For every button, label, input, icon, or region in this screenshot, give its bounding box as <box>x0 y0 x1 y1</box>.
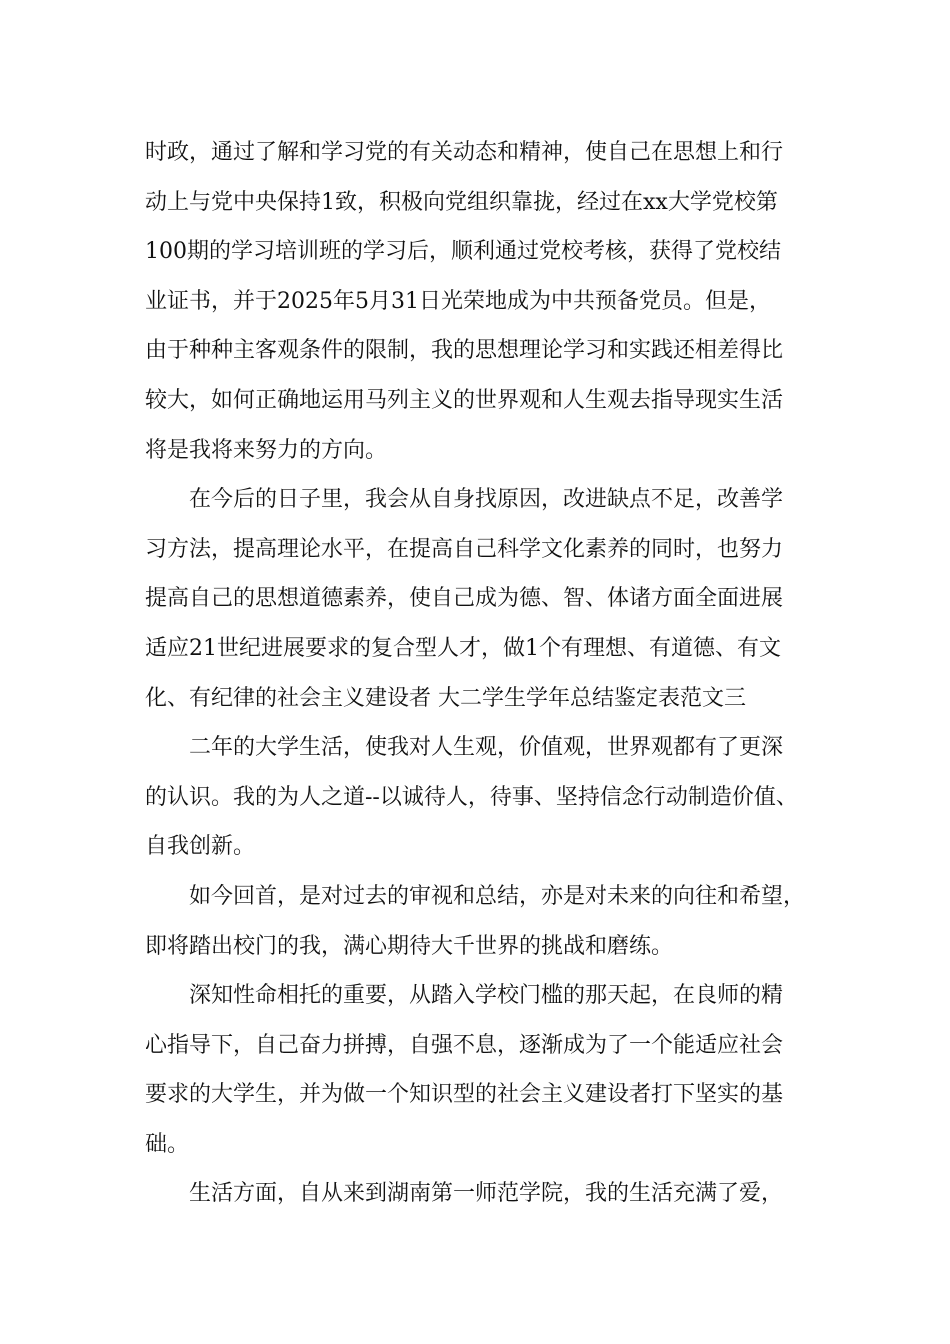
paragraph-first-line: 二年的大学生活，使我对人生观，价值观，世界观都有了更深 <box>189 735 784 761</box>
text-line: 要求的大学生，并为做一个知识型的社会主义建设者打下坚实的基 <box>145 1082 784 1108</box>
text-line: 习方法，提高理论水平，在提高自己科学文化素养的同时，也努力 <box>145 536 784 562</box>
text-line: 即将踏出校门的我，满心期待大千世界的挑战和磨练。 <box>145 933 674 959</box>
text-line: 化、有纪律的社会主义建设者 大二学生学年总结鉴定表范文三 <box>145 685 746 711</box>
document-body <box>145 128 815 1219</box>
text-line: 自我创新。 <box>145 834 256 860</box>
text-line: 将是我将来努力的方向。 <box>145 437 388 463</box>
paragraph-first-line: 深知性命相托的重要，从踏入学校门槛的那天起，在良师的精 <box>189 983 784 1009</box>
text-line: 适应21世纪进展要求的复合型人才，做1个有理想、有道德、有文 <box>145 635 781 661</box>
text-line: 业证书，并于2025年5月31日光荣地成为中共预备党员。但是， <box>145 288 771 314</box>
text-line: 时政，通过了解和学习党的有关动态和精神，使自己在思想上和行 <box>145 140 784 165</box>
text-line: 础。 <box>145 1131 190 1157</box>
text-line: 提高自己的思想道德素养，使自己成为德、智、体诸方面全面进展 <box>145 586 784 612</box>
text-line: 由于种种主客观条件的限制，我的思想理论学习和实践还相差得比 <box>145 338 784 364</box>
paragraph-first-line: 在今后的日子里，我会从自身找原因，改进缺点不足，改善学 <box>189 487 784 513</box>
text-line: 的认识。我的为人之道--以诚待人，待事、坚持信念行动制造价值、 <box>145 784 798 810</box>
text-line: 动上与党中央保持1致，积极向党组织靠拢，经过在xx大学党校第 <box>145 189 778 215</box>
paragraph-first-line: 生活方面，自从来到湖南第一师范学院，我的生活充满了爱， <box>189 1181 784 1207</box>
paragraph-first-line: 如今回首，是对过去的审视和总结，亦是对未来的向往和希望， <box>189 883 806 909</box>
text-line: 100期的学习培训班的学习后，顺利通过党校考核，获得了党校结 <box>145 239 781 265</box>
text-line: 心指导下，自己奋力拼搏，自强不息，逐渐成为了一个能适应社会 <box>145 1032 784 1058</box>
text-line: 较大，如何正确地运用马列主义的世界观和人生观去指导现实生活 <box>145 387 784 413</box>
